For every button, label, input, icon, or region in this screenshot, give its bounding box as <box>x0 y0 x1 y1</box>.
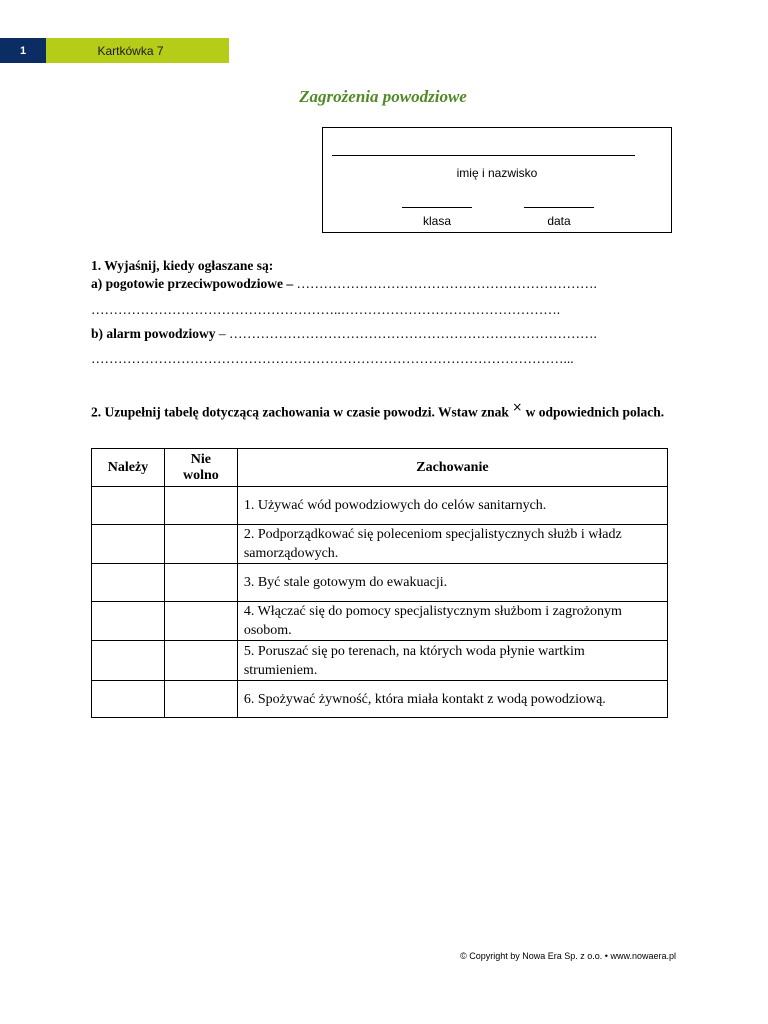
table-row <box>92 525 668 564</box>
table-row <box>92 564 668 602</box>
question2-text-after: w odpowiednich polach. <box>525 404 665 420</box>
question1-b-answer-line2[interactable]: ……………………………………………………………………………………………... <box>91 351 574 366</box>
name-caption: imię i nazwisko <box>456 166 538 180</box>
check-cell-nalezy[interactable] <box>92 487 165 525</box>
check-cell-nie-wolno[interactable] <box>164 602 237 641</box>
page-number-badge: 1 <box>0 38 46 63</box>
name-line[interactable] <box>332 155 635 156</box>
date-line[interactable] <box>524 207 594 208</box>
check-cell-nie-wolno[interactable] <box>164 564 237 602</box>
question1-b-answer-dots: – ………………………………………………………………………. <box>215 326 597 341</box>
check-cell-nalezy[interactable] <box>92 564 165 602</box>
x-mark-icon: × <box>512 400 523 414</box>
check-cell-nalezy[interactable] <box>92 525 165 564</box>
behavior-cell: 3. Być stale gotowym do ewakuacji. <box>237 564 667 602</box>
table-row <box>92 602 668 641</box>
header-zachowanie: Zachowanie <box>237 449 667 487</box>
quiz-label-banner: Kartkówka 7 <box>46 38 229 63</box>
class-line[interactable] <box>402 207 472 208</box>
behavior-cell: 4. Włączać się do pomocy specjalistycznym służbom i zagrożonym osobom. <box>237 602 667 641</box>
student-info-box <box>322 127 672 233</box>
class-caption: klasa <box>422 214 451 228</box>
question2-text <box>91 397 674 423</box>
header-nie-wolno-label: Nie wolno <box>182 451 219 483</box>
question1-b-label: b) alarm powodziowy <box>91 326 216 341</box>
behavior-cell: 6. Spożywać żywność, która miała kontakt z wodą powodziową. <box>237 681 667 718</box>
check-cell-nalezy[interactable] <box>92 602 165 641</box>
question1-b-line[interactable] <box>91 325 674 343</box>
behavior-cell: 2. Podporządkować się poleceniom specjalistycznych służb i władz samorządowych. <box>237 525 667 564</box>
date-caption: data <box>547 214 571 228</box>
behavior-cell: 1. Używać wód powodziowych do celów sanitarnych. <box>237 487 667 525</box>
table-header-row <box>92 449 668 487</box>
table-row <box>92 487 668 525</box>
question1-heading: 1. Wyjaśnij, kiedy ogłaszane są: <box>91 258 274 273</box>
question2-text-before: 2. Uzupełnij tabelę dotyczącą zachowania w czasie powodzi. Wstaw znak <box>91 404 509 420</box>
check-cell-nie-wolno[interactable] <box>164 681 237 718</box>
table-row <box>92 681 668 718</box>
page-title: Zagrożenia powodziowe <box>299 87 467 106</box>
check-cell-nie-wolno[interactable] <box>164 487 237 525</box>
behavior-cell: 5. Poruszać się po terenach, na których woda płynie wartkim strumieniem. <box>237 641 667 681</box>
copyright-footer: © Copyright by Nowa Era Sp. z o.o. • www.nowaera.pl <box>460 951 676 961</box>
question1-a-label: a) pogotowie przeciwpowodziowe – <box>91 276 294 291</box>
question1-a-answer-dots: …………………………………………………………. <box>293 276 597 291</box>
header-nie-wolno <box>164 449 237 487</box>
behavior-table <box>91 448 668 718</box>
header-nalezy: Należy <box>92 449 165 487</box>
check-cell-nalezy[interactable] <box>92 641 165 681</box>
question1-a-line[interactable] <box>91 275 674 293</box>
check-cell-nie-wolno[interactable] <box>164 641 237 681</box>
check-cell-nie-wolno[interactable] <box>164 525 237 564</box>
check-cell-nalezy[interactable] <box>92 681 165 718</box>
table-row <box>92 641 668 681</box>
question1-a-answer-line2[interactable]: ………………………………………………..…………………………………………. <box>91 302 561 317</box>
